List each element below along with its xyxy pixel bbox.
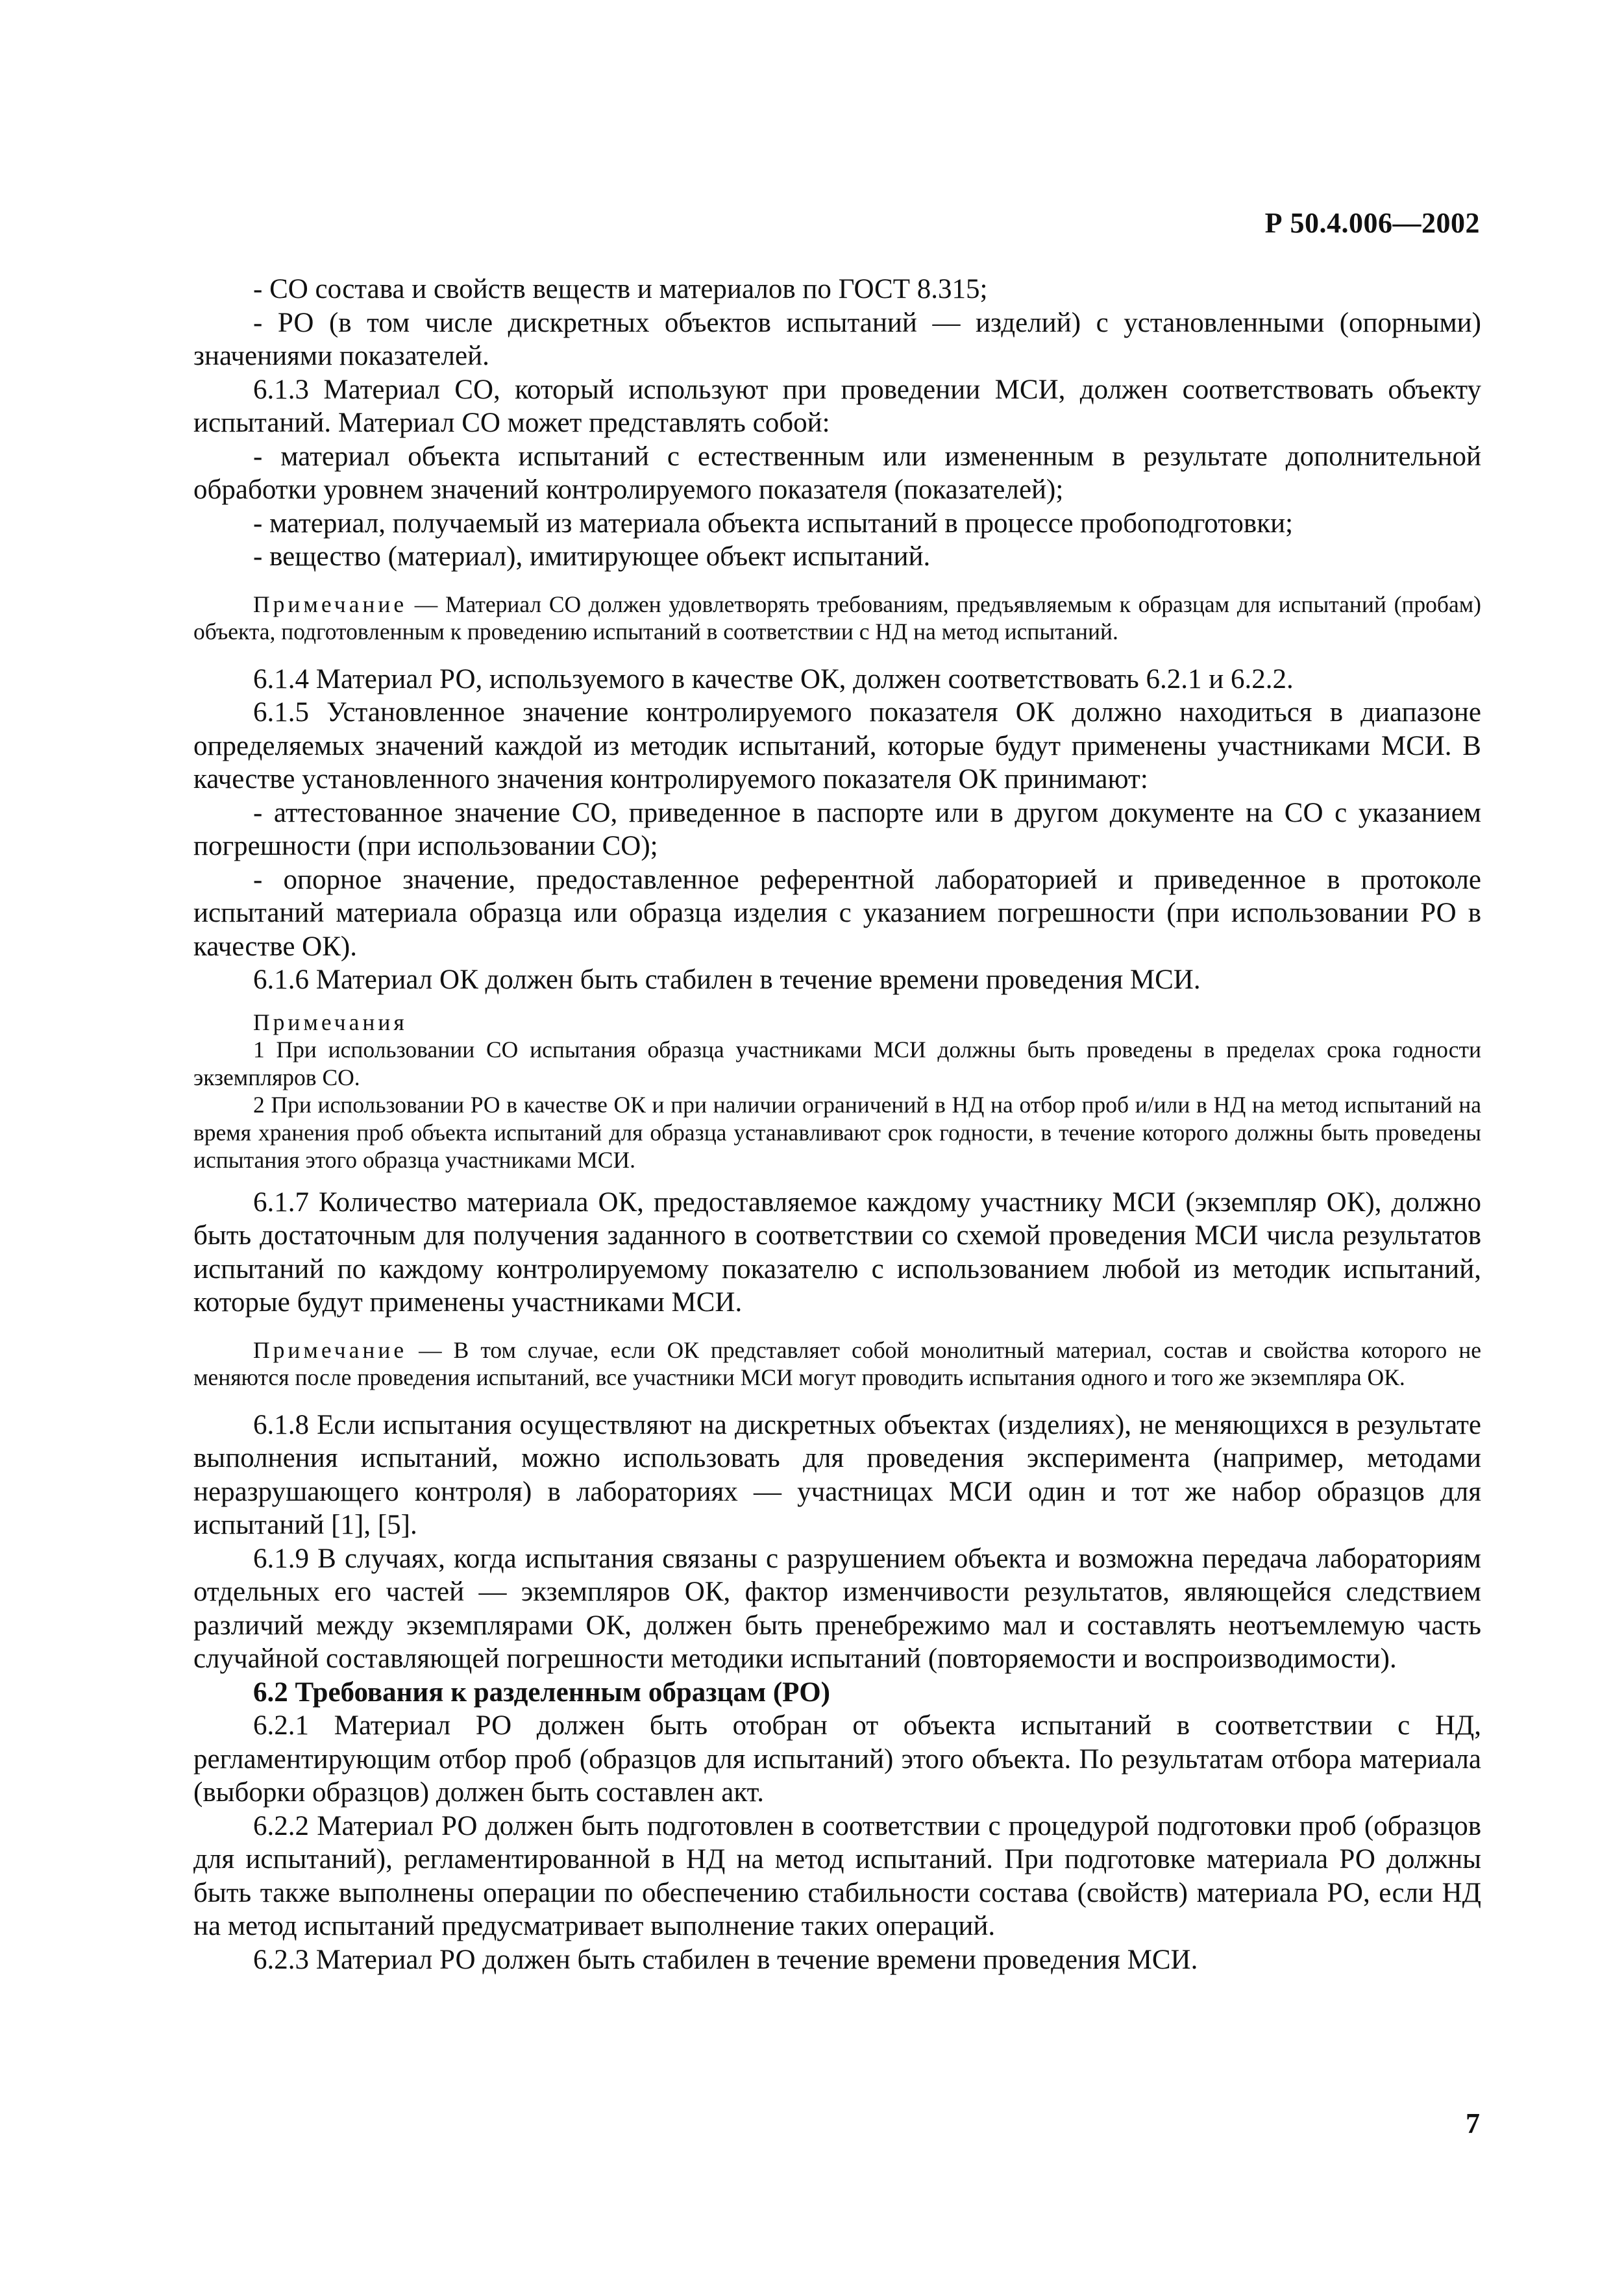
list-item: - материал, получаемый из материала объекта испытаний в процессе пробоподготовки; bbox=[253, 508, 1294, 539]
paragraph-6-1-5: 6.1.5 Установленное значение контролируемого показателя ОК должно находиться в диапазоне определяемых значений каждой из методик испытаний, которые будут применены участниками МСИ. В качестве установленного значения контролируемого показателя ОК принимают: bbox=[193, 697, 1481, 794]
page-number: 7 bbox=[1466, 2108, 1480, 2139]
paragraph-6-1-8: 6.1.8 Если испытания осуществляют на дискретных объектах (изделиях), не меняющихся в результате выполнения испытаний, можно использовать для проведения эксперимента (например, методами неразрушающего контроля) в лабораториях — участницах МСИ один и тот же набор образцов для испытаний [1], [5]. bbox=[193, 1409, 1481, 1540]
paragraph-6-1-4: 6.1.4 Материал РО, используемого в качестве ОК, должен соответствовать 6.2.1 и 6.2.2. bbox=[253, 663, 1294, 694]
paragraph-6-2-3: 6.2.3 Материал РО должен быть стабилен в течение времени проведения МСИ. bbox=[253, 1944, 1198, 1975]
note-text: — Материал СО должен удовлетворять требованиям, предъявляемым к образцам для испытаний (пробам) объекта, подготовленным к проведению испытаний в соответствии с НД на метод испытаний. bbox=[193, 591, 1481, 645]
notes-label: Примечания bbox=[253, 1009, 408, 1035]
note-text: — В том случае, если ОК представляет собой монолитный материал, состав и свойства которого не меняются после проведения испытаний, все участники МСИ могут проводить испытания одного и того же экземпляра ОК. bbox=[193, 1336, 1481, 1390]
note-label: Примечание bbox=[253, 1336, 408, 1363]
paragraph-6-1-7: 6.1.7 Количество материала ОК, предоставляемое каждому участнику МСИ (экземпляр ОК), должно быть достаточным для получения заданного в соответствии со схемой проведения МСИ числа результатов испытаний по каждому контролируемому показателю с использованием любой из методик испытаний, которые будут применены участниками МСИ. bbox=[193, 1186, 1481, 1318]
document-id-header: Р 50.4.006—2002 bbox=[1264, 207, 1480, 239]
note-item: 1 При использовании СО испытания образца участниками МСИ должны быть проведены в пределах срока годности экземпляров СО. bbox=[193, 1037, 1481, 1090]
list-item: - РО (в том числе дискретных объектов испытаний — изделий) с установленными (опорными) значениями показателей. bbox=[193, 307, 1481, 371]
paragraph-6-1-3: 6.1.3 Материал СО, который используют при проведении МСИ, должен соответствовать объекту испытаний. Материал СО может представлять собой: bbox=[193, 374, 1481, 438]
note-item: 2 При использовании РО в качестве ОК и при наличии ограничений в НД на отбор проб и/или в НД на метод испытаний на время хранения проб объекта испытаний для образца устанавливают срок годности, в течение которого должны быть проведены испытания этого образца участниками МСИ. bbox=[193, 1092, 1481, 1173]
list-item: - опорное значение, предоставленное референтной лабораторией и приведенное в протоколе испытаний материала образца или образца изделия с указанием погрешности (при использовании РО в качестве ОК). bbox=[193, 864, 1481, 962]
paragraph-6-2-1: 6.2.1 Материал РО должен быть отобран от объекта испытаний в соответствии с НД, регламентирующим отбор проб (образцов для испытаний) этого объекта. По результатам отбора материала (выборки образцов) должен быть составлен акт. bbox=[193, 1710, 1481, 1808]
section-heading-6-2: 6.2 Требования к разделенным образцам (РО) bbox=[253, 1677, 830, 1708]
list-item: - вещество (материал), имитирующее объект испытаний. bbox=[253, 541, 931, 572]
paragraph-6-2-2: 6.2.2 Материал РО должен быть подготовлен в соответствии с процедурой подготовки проб (образцов для испытаний), регламентированной в НД на метод испытаний. При подготовке материала РО должны быть также выполнены операции по обеспечению стабильности состава (свойств) материала РО, если НД на метод испытаний предусматривает выполнение таких операций. bbox=[193, 1810, 1481, 1941]
note-block bbox=[193, 591, 1481, 646]
note-label: Примечание bbox=[253, 591, 408, 617]
paragraph-6-1-6: 6.1.6 Материал ОК должен быть стабилен в течение времени проведения МСИ. bbox=[253, 965, 1201, 995]
paragraph-6-1-9: 6.1.9 В случаях, когда испытания связаны с разрушением объекта и возможна передача лабораториям отдельных его частей — экземпляров ОК, фактор изменчивости результатов, являющейся следствием различий между экземплярами ОК, должен быть пренебрежимо мал и составлять неотъемлемую часть случайной составляющей погрешности методики испытаний (повторяемости и воспроизводимости). bbox=[193, 1543, 1481, 1674]
list-item: - аттестованное значение СО, приведенное в паспорте или в другом документе на СО с указанием погрешности (при использовании СО); bbox=[193, 797, 1481, 861]
list-item: - материал объекта испытаний с естественным или измененным в результате дополнительной обработки уровнем значений контролируемого показателя (показателей); bbox=[193, 441, 1481, 505]
list-item: - СО состава и свойств веществ и материалов по ГОСТ 8.315; bbox=[253, 274, 988, 304]
document-body bbox=[193, 273, 1481, 1976]
note-block bbox=[193, 1336, 1481, 1392]
